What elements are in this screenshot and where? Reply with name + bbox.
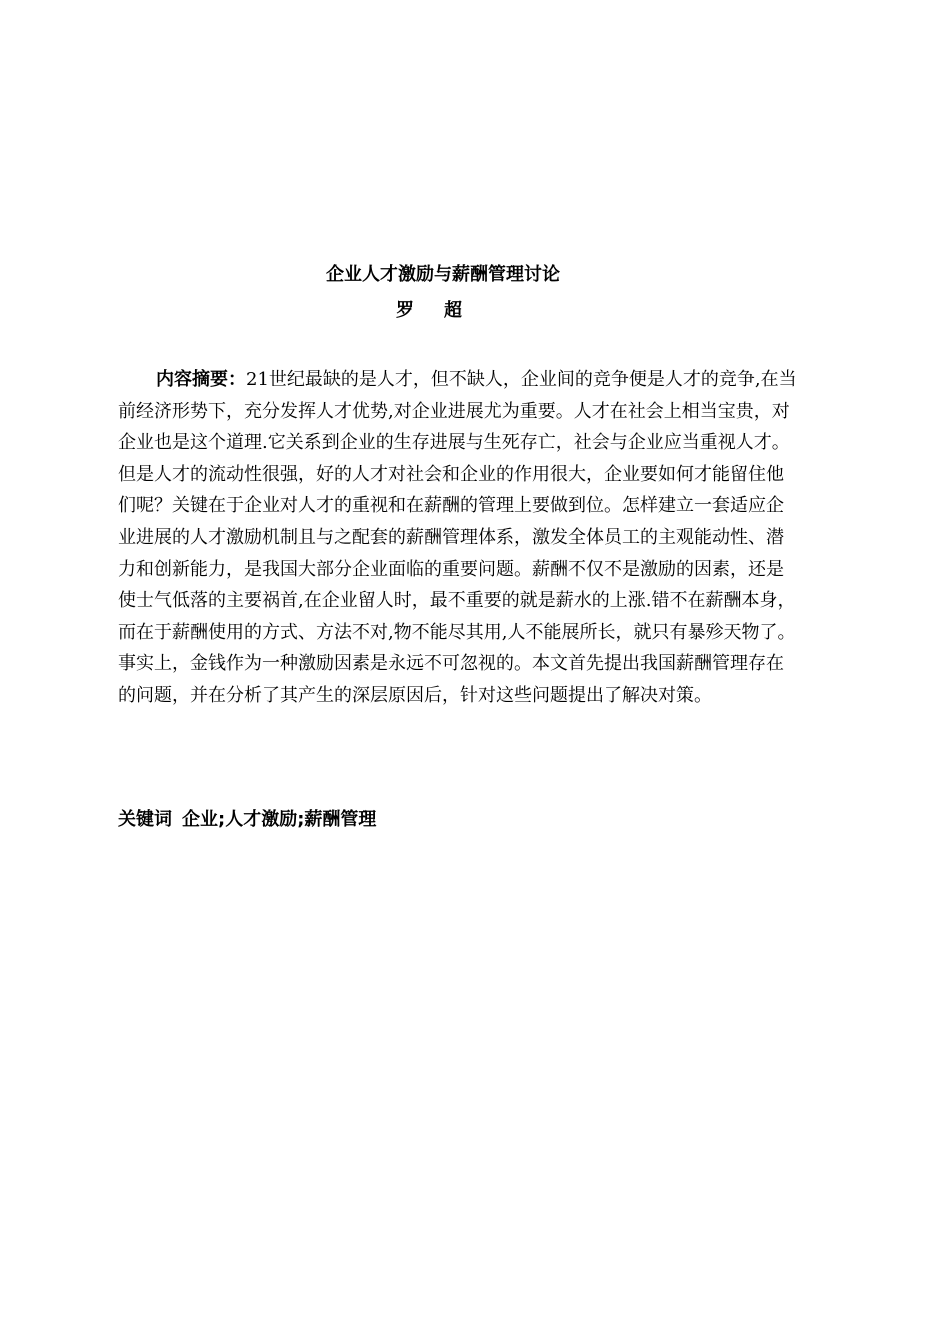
abstract-line: 企业也是这个道理.它关系到企业的生存进展与生死存亡，社会与企业应当重视人才。 [118,432,790,454]
abstract-line: 力和创新能力，是我国大部分企业面临的重要问题。薪酬不仅不是激励的因素，还是 [118,558,784,580]
keywords-label: 关键词 [118,809,172,830]
abstract-line: 但是人才的流动性很强，好的人才对社会和企业的作用很大，企业要如何才能留住他 [118,463,784,485]
abstract-line: 业进展的人才激励机制且与之配套的薪酬管理体系，激发全体员工的主观能动性、潜 [118,526,784,548]
abstract-line: 的问题，并在分析了其产生的深层原因后，针对这些问题提出了解决对策。 [118,684,712,706]
abstract-line: 们呢？关键在于企业对人才的重视和在薪酬的管理上要做到位。怎样建立一套适应企 [118,495,784,517]
abstract-line: 事实上，金钱作为一种激励因素是永远不可忽视的。本文首先提出我国薪酬管理存在 [118,653,784,675]
document-author: 罗超 [396,300,492,321]
abstract-line: 使士气低落的主要祸首,在企业留人时，最不重要的就是薪水的上涨.错不在薪酬本身， [118,590,796,612]
abstract-label: 内容摘要： [156,369,246,390]
keywords-section [118,806,376,834]
abstract-section [118,364,858,712]
abstract-line: 而在于薪酬使用的方式、方法不对,物不能尽其用,人不能展所长，就只有暴殄天物了。 [118,621,796,643]
document-title: 企业人才激励与薪酬管理讨论 [326,264,560,285]
abstract-line-text: 21世纪最缺的是人才，但不缺人，企业间的竞争便是人才的竞争,在当 [246,369,797,390]
keywords-value: 企业;人才激励;薪酬管理 [182,809,377,830]
abstract-line: 前经济形势下，充分发挥人才优势,对企业进展尤为重要。人才在社会上相当宝贵，对 [118,400,790,422]
abstract-line [118,364,858,396]
